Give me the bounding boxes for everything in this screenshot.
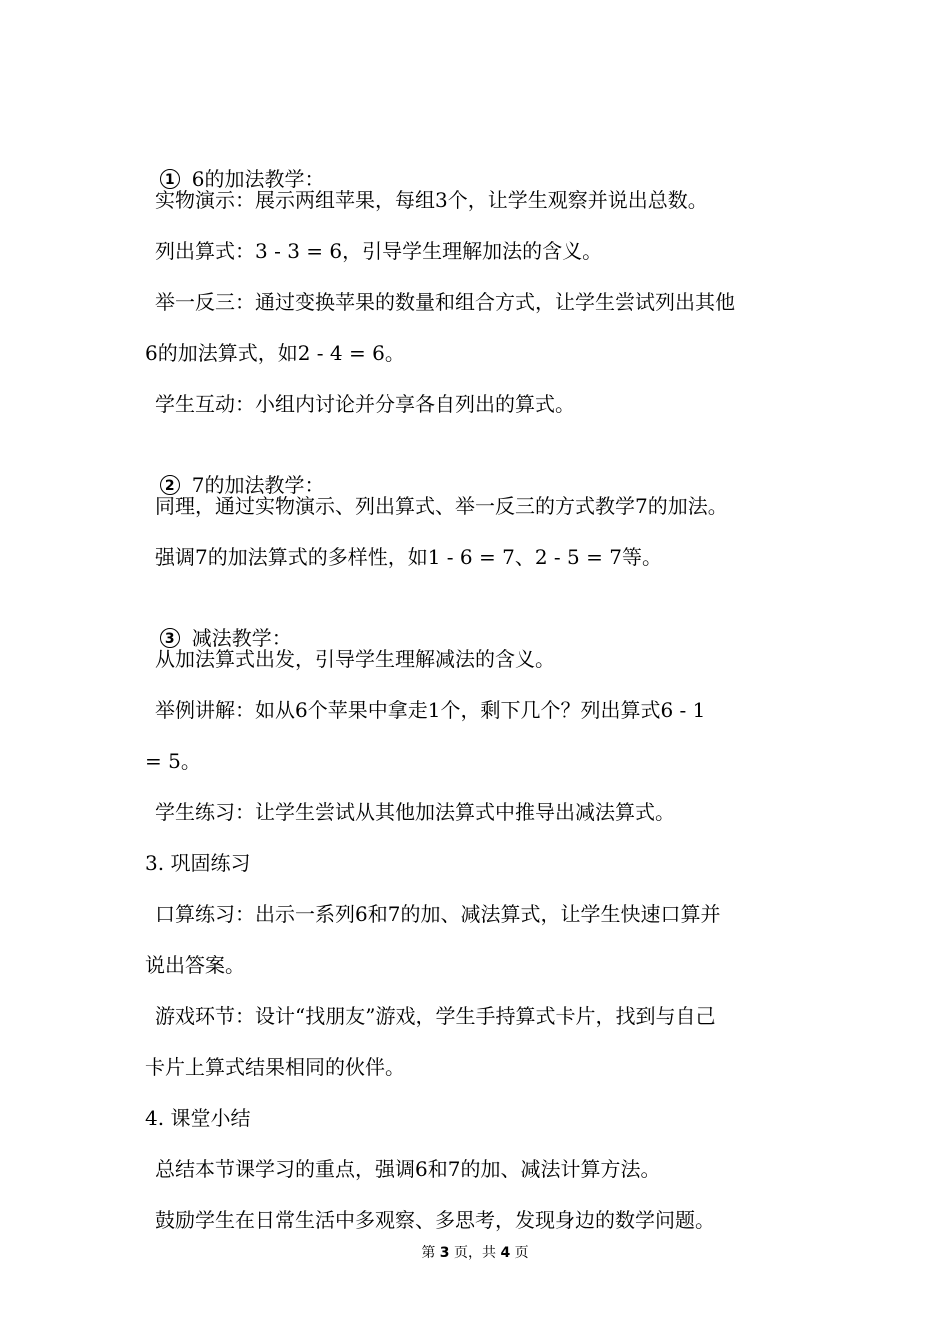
- paragraph-line: 举例讲解：如从6个苹果中拿走1个，剩下几个？列出算式6 - 1: [155, 698, 706, 722]
- paragraph-line: 举一反三：通过变换苹果的数量和组合方式，让学生尝试列出其他: [155, 290, 735, 314]
- subheading-6-addition: [0, 134, 950, 191]
- paragraph-line: 学生互动：小组内讨论并分享各自列出的算式。: [155, 392, 575, 416]
- paragraph-line: 强调7的加法算式的多样性，如1 - 6 = 7、2 - 5 = 7等。: [155, 545, 662, 569]
- paragraph-line: 列出算式：3 - 3 = 6，引导学生理解加法的含义。: [155, 239, 603, 263]
- circled-number-2: 2: [160, 475, 180, 495]
- paragraph-line: 同理，通过实物演示、列出算式、举一反三的方式教学7的加法。: [155, 494, 728, 518]
- paragraph-line: 说出答案。: [145, 953, 245, 977]
- footer-prefix: 第: [421, 1245, 440, 1261]
- section-title-summary: 4. 课堂小结: [145, 1106, 251, 1130]
- circled-number-1: 1: [160, 169, 180, 189]
- subheading-subtraction: [0, 593, 950, 650]
- paragraph-line: 卡片上算式结果相同的伙伴。: [145, 1055, 405, 1079]
- paragraph-line: = 5。: [145, 749, 201, 773]
- subheading-text: 6的加法教学：: [191, 167, 325, 191]
- total-pages: 4: [500, 1245, 511, 1261]
- subheading-text: 7的加法教学：: [191, 473, 325, 497]
- paragraph-line: 游戏环节：设计“找朋友”游戏，学生手持算式卡片，找到与自己: [155, 1004, 716, 1028]
- paragraph-line: 从加法算式出发，引导学生理解减法的含义。: [155, 647, 555, 671]
- footer-suffix: 页: [510, 1245, 529, 1261]
- section-title-consolidation: 3. 巩固练习: [145, 851, 251, 875]
- circled-number-3: 3: [160, 628, 180, 648]
- paragraph-line: 实物演示：展示两组苹果，每组3个，让学生观察并说出总数。: [155, 188, 708, 212]
- paragraph-line: 学生练习：让学生尝试从其他加法算式中推导出减法算式。: [155, 800, 675, 824]
- paragraph-line: 鼓励学生在日常生活中多观察、多思考，发现身边的数学问题。: [155, 1208, 715, 1232]
- footer-middle: 页，共: [449, 1245, 501, 1261]
- page-footer: [0, 1243, 950, 1263]
- subheading-7-addition: [0, 440, 950, 497]
- page-number: 3: [439, 1245, 450, 1261]
- paragraph-line: 总结本节课学习的重点，强调6和7的加、减法计算方法。: [155, 1157, 661, 1181]
- paragraph-line: 口算练习：出示一系列6和7的加、减法算式，让学生快速口算并: [155, 902, 721, 926]
- subheading-text: 减法教学：: [191, 626, 292, 650]
- paragraph-line: 6的加法算式，如2 - 4 = 6。: [145, 341, 405, 365]
